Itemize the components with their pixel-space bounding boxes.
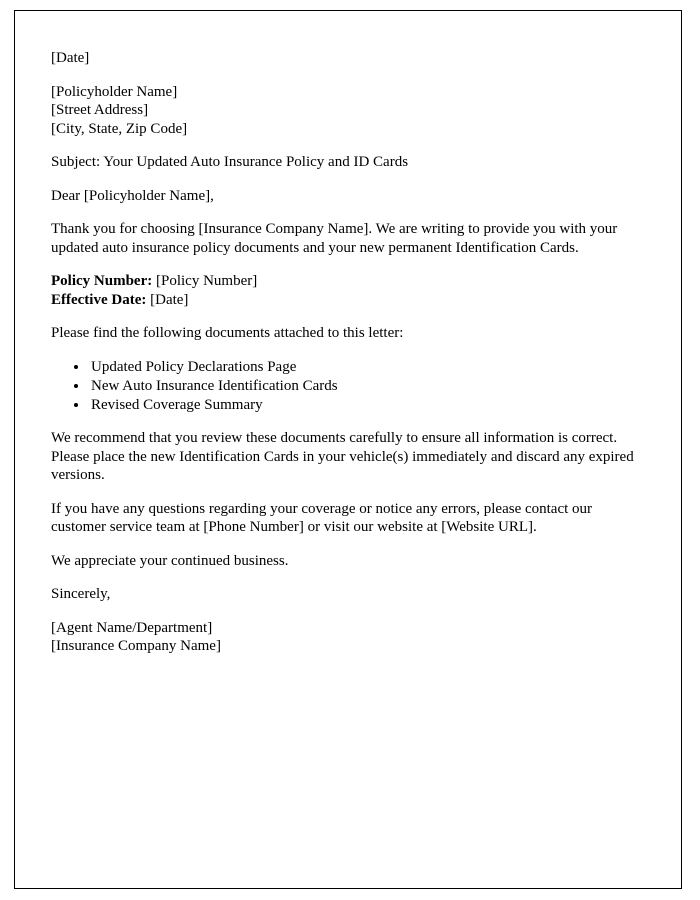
policy-number-label: Policy Number: [51,273,153,289]
letter-date: [Date] [51,50,90,66]
recipient-name-line: [Policyholder Name] [51,83,178,100]
policy-details-block [51,272,641,309]
review-paragraph: We recommend that you review these documents carefully to ensure all information is correct. Please place the new Identification Cards in your vehicle(s) immediately and discard any expired versions. [51,430,634,483]
attachments-list [51,358,641,415]
attachments-intro: Please find the following documents attached to this letter: [51,325,404,341]
contact-paragraph: If you have any questions regarding your coverage or notice any errors, please contact our customer service team at [Phone Number] or visit our website at [Website URL]. [51,500,593,535]
signature-block [51,619,641,656]
attachment-item-coverage-summary: • Revised Coverage Summary [89,396,641,415]
effective-date-label: Effective Date: [51,291,147,308]
recipient-street-line: [Street Address] [51,102,149,118]
signature-agent-line: [Agent Name/Department] [51,619,213,636]
closing-thanks: We appreciate your continued business. [51,552,289,569]
letter-page [14,10,682,889]
attachment-item-id-cards: • New Auto Insurance Identification Cards [89,377,641,396]
intro-paragraph: Thank you for choosing [Insurance Company Name]. We are writing to provide you with your updated auto insurance policy documents and your new permanent Identification Cards. [51,221,618,256]
salutation: Dear [Policyholder Name], [51,187,214,204]
effective-date-line [51,291,641,310]
subject-line: Subject: Your Updated Auto Insurance Policy and ID Cards [51,154,409,170]
recipient-address-block [51,83,641,139]
recipient-city-line: [City, State, Zip Code] [51,120,188,137]
policy-number-value: [Policy Number] [155,273,258,289]
signoff: Sincerely, [51,586,111,602]
signature-company-line: [Insurance Company Name] [51,638,221,654]
effective-date-value: [Date] [150,291,189,308]
policy-number-line [51,272,641,291]
attachment-item-declarations: • Updated Policy Declarations Page [89,358,641,377]
